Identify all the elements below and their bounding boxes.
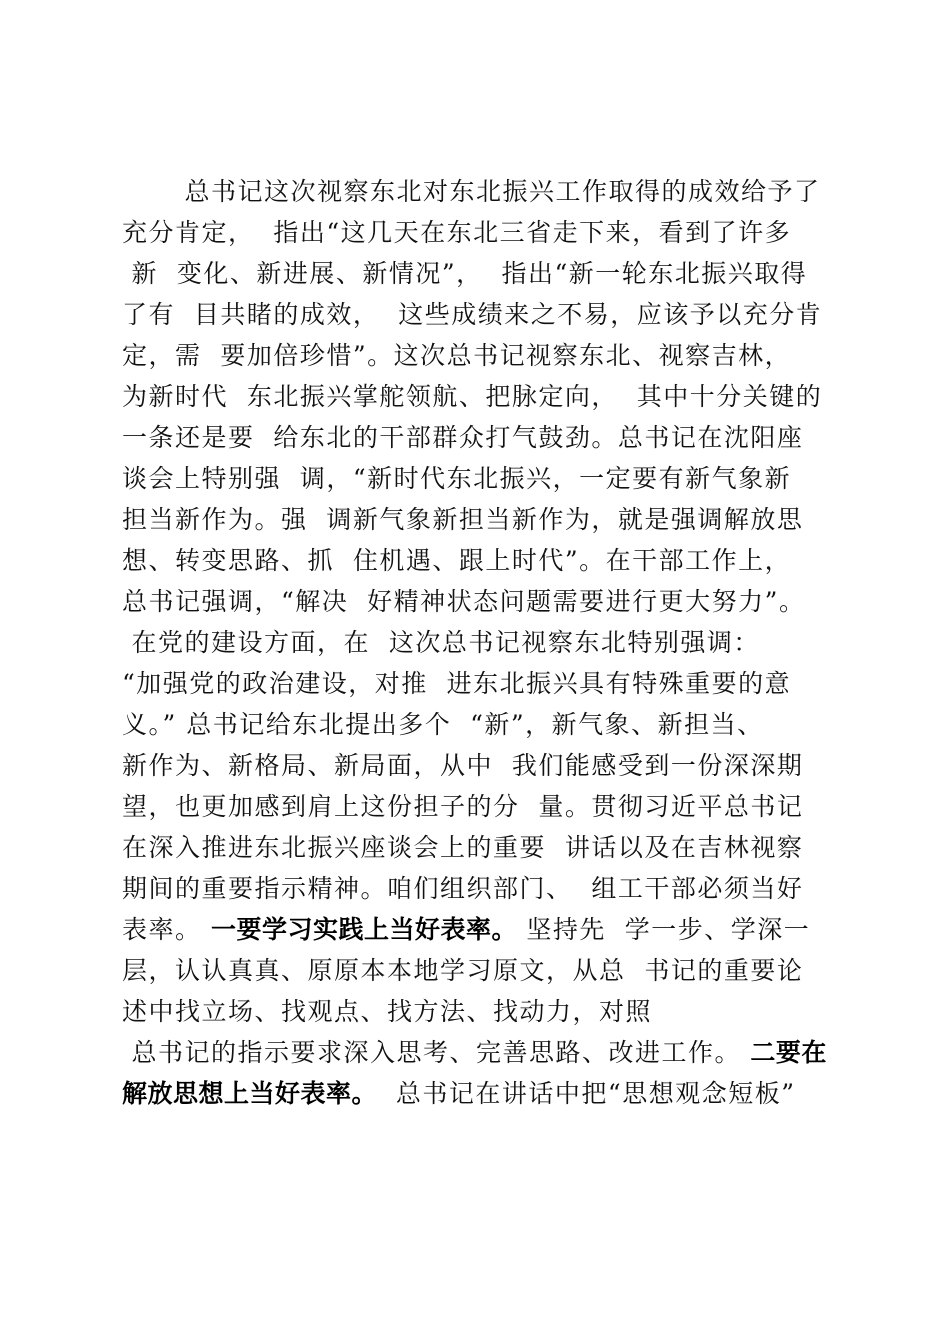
paragraph-line: 担当新作为。强 调新气象新担当新作为，就是强调解放思 bbox=[122, 505, 804, 534]
line-text: 总书记的指示要求深入思考、完善思路、改进工作。 bbox=[122, 1038, 751, 1067]
paragraph-line: 定，需 要加倍珍惜”。这次总书记视察东北、视察吉林， bbox=[122, 341, 792, 370]
paragraph-line: 述中找立场、找观点、找方法、找动力，对照 bbox=[122, 997, 653, 1026]
paragraph-line: 新作为、新格局、新局面，从中 我们能感受到一份深深期 bbox=[122, 751, 804, 780]
paragraph-line: 谈会上特别强 调，“新时代东北振兴，一定要有新气象新 bbox=[122, 464, 792, 493]
paragraph-line: 望，也更加感到肩上这份担子的分 量。贯彻习近平总书记 bbox=[122, 792, 804, 821]
bold-heading: 一要学习实践上当好表率。 bbox=[210, 915, 517, 944]
paragraph-line: 了有 目共睹的成效， 这些成绩来之不易，应该予以充分肯 bbox=[122, 300, 823, 329]
paragraph-line: 义。” 总书记给东北提出多个 “新”，新气象、新担当、 bbox=[122, 710, 764, 739]
paragraph-line: 期间的重要指示精神。咱们组织部门、 组工干部必须当好 bbox=[122, 874, 804, 903]
paragraph-line: 总书记这次视察东北对东北振兴工作取得的成效给予了 bbox=[122, 177, 821, 206]
paragraph-line: “加强党的政治建设，对推 进东北振兴具有特殊重要的意 bbox=[122, 669, 792, 698]
paragraph-line bbox=[122, 1074, 842, 1114]
paragraph-line bbox=[122, 910, 842, 950]
bold-heading: 解放思想上当好表率。 bbox=[122, 1079, 378, 1108]
paragraph-line: 在深入推进东北振兴座谈会上的重要 讲话以及在吉林视察 bbox=[122, 833, 804, 862]
paragraph-line: 层，认认真真、原原本本地学习原文，从总 书记的重要论 bbox=[122, 956, 804, 985]
line-text: 坚持先 学一步、学深一 bbox=[516, 915, 811, 944]
paragraph-line bbox=[122, 1033, 842, 1073]
line-text: 表率。 bbox=[122, 915, 211, 944]
paragraph-line: 新 变化、新进展、新情况”， 指出“新一轮东北振兴取得 bbox=[122, 259, 808, 288]
paragraph-line: 总书记强调，“解决 好精神状态问题需要进行更大努力”。 bbox=[122, 587, 806, 616]
paragraph-line: 一条还是要 给东北的干部群众打气鼓劲。总书记在沈阳座 bbox=[122, 423, 804, 452]
paragraph-line: 在党的建设方面，在 这次总书记视察东北特别强调： bbox=[122, 628, 760, 657]
paragraph-line: 想、转变思路、抓 住机遇、跟上时代”。在干部工作上， bbox=[122, 546, 792, 575]
line-text: 总书记在讲话中把“思想观念短板” bbox=[377, 1079, 796, 1108]
bold-heading: 二要在 bbox=[750, 1038, 827, 1067]
paragraph-line: 为新时代 东北振兴掌舵领航、把脉定向， 其中十分关键的 bbox=[122, 382, 823, 411]
paragraph-line: 充分肯定， 指出“这几天在东北三省走下来，看到了许多 bbox=[122, 218, 792, 247]
